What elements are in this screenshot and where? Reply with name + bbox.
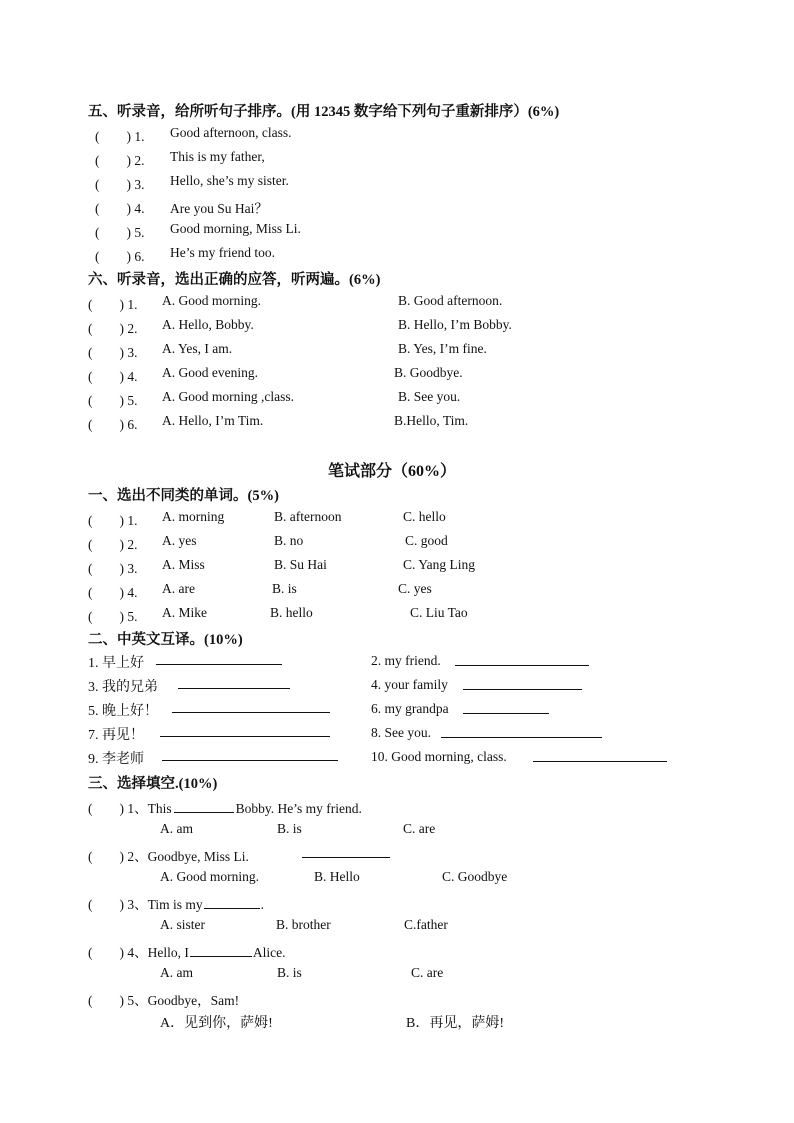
list-item: ( ) 2. A. yes B. no C. good: [88, 533, 448, 552]
list-item: ( ) 3. A. Miss B. Su Hai C. Yang Ling: [88, 557, 476, 576]
part3-title: 三、选择填空.(10%): [88, 776, 218, 792]
list-item: ( ) 1. Good afternoon, class.: [95, 125, 292, 144]
list-item: ( ) 5. A. Good morning ,class. B. See you.: [88, 389, 461, 408]
options: A. am B. is C. are: [160, 821, 436, 836]
options: A. sister B. brother C.father: [160, 917, 448, 932]
translation-item: 9. 李老师: [88, 748, 144, 768]
written-part-title: 笔试部分（60%）: [328, 463, 457, 480]
answer-line[interactable]: [172, 700, 330, 713]
answer-line[interactable]: [533, 749, 667, 762]
translation-item: 10. Good morning, class.: [371, 749, 507, 765]
section5-title: 五、听录音，给所听句子排序。(用 12345 数字给下列句子重新排序）(6%): [88, 104, 560, 120]
list-item: ( ) 4. Are you Su Hai？: [95, 201, 268, 216]
list-item: ( ) 5. Good morning, Miss Li.: [95, 221, 301, 240]
part2-title: 二、中英文互译。(10%): [88, 632, 243, 648]
answer-line[interactable]: [162, 748, 338, 761]
translation-item: 2. my friend.: [371, 653, 441, 669]
translation-item: 8. See you.: [371, 725, 431, 741]
question: ( ) 4、Hello, I Alice.: [88, 945, 286, 960]
list-item: ( ) 5. A. Mike B. hello C. Liu Tao: [88, 605, 468, 624]
translation-item: 7. 再见！: [88, 724, 144, 744]
question: ( ) 3、Tim is my .: [88, 897, 265, 912]
answer-line[interactable]: [441, 725, 602, 738]
list-item: ( ) 4. A. Good evening. B. Goodbye.: [88, 365, 463, 384]
answer-blank[interactable]: [190, 944, 252, 957]
options: A. am B. is C. are: [160, 965, 444, 980]
translation-item: 6. my grandpa: [371, 701, 449, 717]
list-item: ( ) 1. A. morning B. afternoon C. hello: [88, 509, 446, 528]
answer-line[interactable]: [463, 677, 582, 690]
answer-blank[interactable]: [174, 800, 234, 813]
translation-item: 1. 早上好: [88, 652, 144, 672]
section6-title: 六、听录音，选出正确的应答，听两遍。(6%): [88, 272, 381, 288]
answer-blank[interactable]: [204, 896, 260, 909]
list-item: ( ) 2. This is my father,: [95, 149, 265, 168]
list-item: ( ) 6. He’s my friend too.: [95, 245, 275, 264]
translation-item: 5. 晚上好！: [88, 700, 158, 720]
question: ( ) 5、Goodbye，Sam!: [88, 993, 240, 1008]
answer-line[interactable]: [178, 676, 290, 689]
answer-line[interactable]: [463, 701, 549, 714]
list-item: ( ) 2. A. Hello, Bobby. B. Hello, I’m Bobby.: [88, 317, 512, 336]
answer-line[interactable]: [455, 653, 589, 666]
list-item: ( ) 1. A. Good morning. B. Good afternoon.: [88, 293, 503, 312]
part1-title: 一、选出不同类的单词。(5%): [88, 488, 279, 504]
answer-line[interactable]: [156, 652, 282, 665]
list-item: ( ) 3. A. Yes, I am. B. Yes, I’m fine.: [88, 341, 487, 360]
question: ( ) 1、This Bobby. He’s my friend.: [88, 801, 362, 816]
list-item: ( ) 6. A. Hello, I’m Tim. B.Hello, Tim.: [88, 413, 469, 432]
question: ( ) 2、Goodbye, Miss Li.: [88, 845, 249, 865]
list-item: ( ) 4. A. are B. is C. yes: [88, 581, 432, 600]
answer-blank[interactable]: [302, 845, 390, 858]
translation-item: 3. 我的兄弟: [88, 676, 158, 696]
answer-line[interactable]: [160, 724, 330, 737]
options: A．见到你，萨姆! B．再见，萨姆!: [160, 1016, 504, 1031]
list-item: ( ) 3. Hello, she’s my sister.: [95, 173, 289, 192]
translation-item: 4. your family: [371, 677, 448, 693]
options: A. Good morning. B. Hello C. Goodbye: [160, 869, 508, 884]
